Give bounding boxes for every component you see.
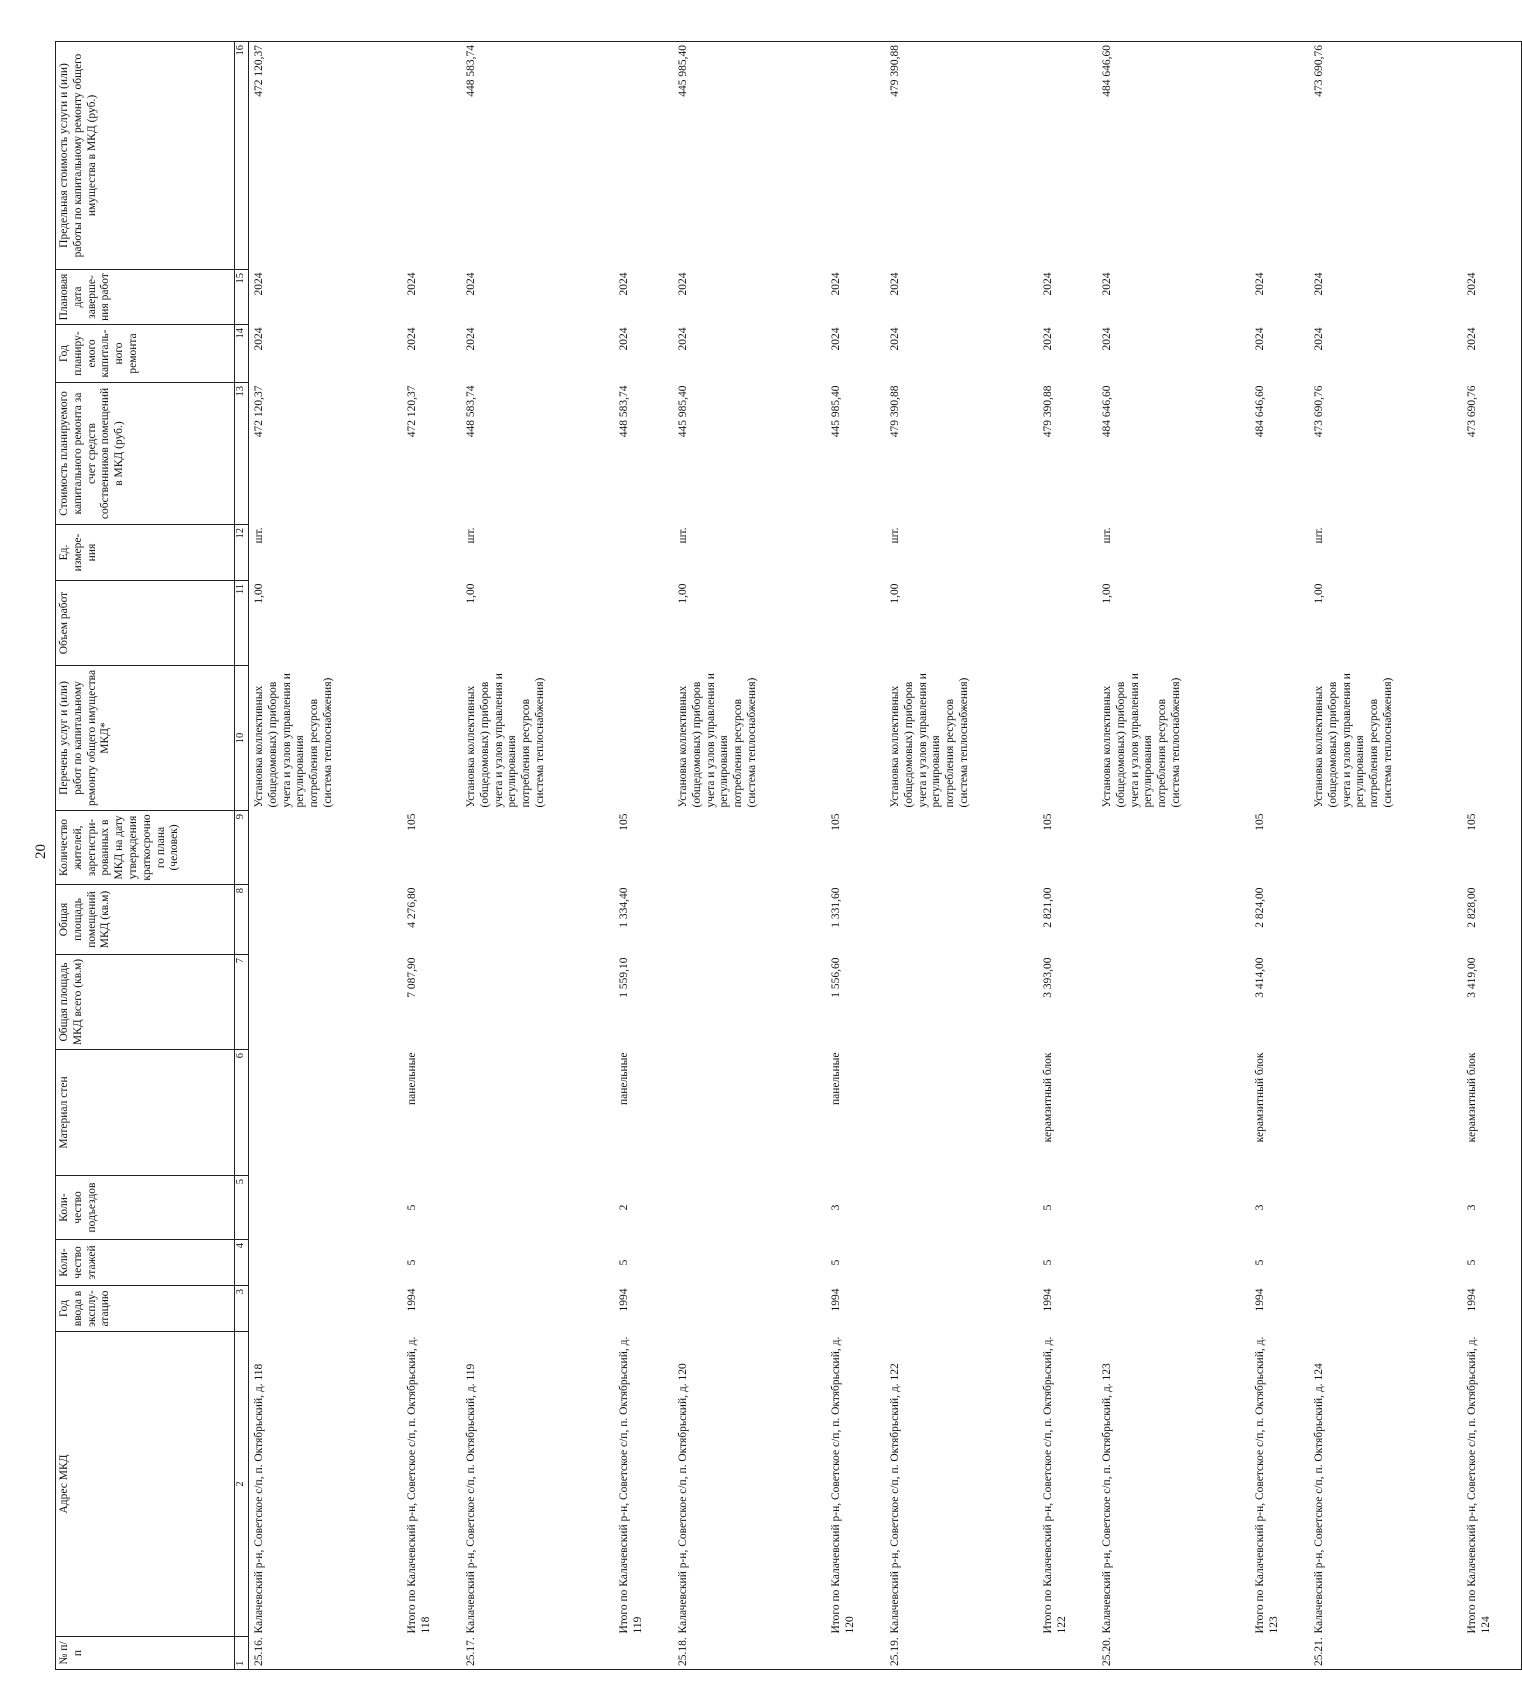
row-number: 25.21.: [1309, 1637, 1463, 1670]
cell: [1463, 42, 1522, 270]
address: Калачевский р-н, Советское с/п, п. Октябрьский, д. 119: [465, 1363, 477, 1634]
area-rooms: 2 824,00: [1254, 887, 1266, 928]
limit-cost: 473 690,76: [1309, 42, 1463, 270]
cell: [249, 1240, 404, 1286]
work-volume: 1,00: [1101, 583, 1113, 604]
work-description: Установка коллективных (общедомовых) приборов учета и узлов управления и регулирования потребления ресурсов (система теплоснабжения): [465, 673, 546, 808]
total-repair-year: 2024: [406, 327, 418, 351]
unit: шт.: [1101, 527, 1113, 544]
address: Калачевский р-н, Советское с/п, п. Октябрьский, д. 122: [889, 1363, 901, 1634]
total-label: Итого по Калачевский р-н, Советское с/п, п. Октябрьский, д. 119: [618, 1336, 644, 1634]
unit: шт.: [465, 527, 477, 544]
column-number-row: [235, 42, 249, 1670]
cell: [885, 1176, 1039, 1240]
column-number: 1: [235, 1637, 249, 1670]
cell: [461, 1176, 615, 1240]
cell: [1251, 581, 1309, 666]
total-repair-year: 2024: [1042, 327, 1054, 351]
residents: 105: [406, 813, 418, 831]
cell: [1463, 581, 1522, 666]
header-cell: Общая площадь помещений МКД (кв.м): [56, 885, 235, 955]
completion-date: 2024: [677, 272, 689, 296]
built-year: 1994: [1463, 1286, 1522, 1332]
cell: [1251, 42, 1309, 270]
repair-year: 2024: [1313, 327, 1325, 351]
table-row: [673, 42, 827, 1670]
cell: [1309, 1286, 1463, 1332]
table-row: [461, 42, 615, 1670]
cell: [1097, 955, 1251, 1050]
area-rooms: 1 331,60: [830, 887, 842, 928]
cell: [615, 525, 673, 581]
header-cell: Стоимость планируемого капитального ремонта за счет средств собственников помещений в МКД (руб.): [56, 383, 235, 525]
limit-cost: 472 120,37: [249, 42, 404, 270]
total-label: Итого по Калачевский р-н, Советское с/п, п. Октябрьский, д. 120: [830, 1336, 856, 1634]
work-description: Установка коллективных (общедомовых) приборов учета и узлов управления и регулирования потребления ресурсов (система теплоснабжения): [677, 673, 758, 808]
floors: 5: [1254, 1259, 1266, 1266]
total-completion-date: 2024: [1463, 270, 1522, 325]
cell: [461, 1286, 615, 1332]
cell: [461, 955, 615, 1050]
limit-cost: 445 985,40: [673, 42, 827, 270]
entrances: 3: [1463, 1176, 1522, 1240]
area-rooms: 1 334,40: [618, 887, 630, 928]
address: Калачевский р-н, Советское с/п, п. Октябрьский, д. 123: [1101, 1363, 1113, 1634]
address: Калачевский р-н, Советское с/п, п. Октябрьский, д. 124: [1313, 1363, 1325, 1634]
limit-cost: 484 646,60: [1097, 42, 1251, 270]
column-number: 11: [235, 581, 249, 666]
column-number: 14: [235, 325, 249, 383]
floors: 5: [1042, 1259, 1054, 1266]
header-cell: Материал стен: [56, 1050, 235, 1176]
total-cost: 473 690,76: [1463, 383, 1522, 525]
total-label: Итого по Калачевский р-н, Советское с/п, п. Октябрьский, д. 123: [1254, 1336, 1280, 1634]
entrances: 5: [1042, 1204, 1054, 1211]
cell: [885, 955, 1039, 1050]
completion-date: 2024: [889, 272, 901, 296]
work-description: Установка коллективных (общедомовых) приборов учета и узлов управления и регулирования потребления ресурсов (система теплоснабжения): [1101, 673, 1182, 808]
header-cell: Перечень услуг и (или) работ по капитальному ремонту общего имущества МКД*: [56, 666, 235, 811]
repair-year: 2024: [677, 327, 689, 351]
cell: [1039, 525, 1097, 581]
row-number: 25.20.: [1097, 1637, 1251, 1670]
address: Калачевский р-н, Советское с/п, п. Октябрьский, д. 120: [677, 1363, 689, 1634]
built-year: 1994: [1254, 1288, 1266, 1312]
row-number: 25.17.: [461, 1637, 615, 1670]
area-total: 3 414,00: [1254, 957, 1266, 998]
cell: [249, 811, 404, 885]
cell: [673, 955, 827, 1050]
cell: [827, 42, 885, 270]
total-cost: 445 985,40: [830, 385, 842, 438]
cell: [1097, 1286, 1251, 1332]
header-cell: № п/п: [56, 1637, 235, 1670]
cell: [885, 1286, 1039, 1332]
entrances: 3: [830, 1204, 842, 1211]
cell: [1097, 1240, 1251, 1286]
repair-year: 2024: [253, 327, 265, 351]
area-total: 3 419,00: [1463, 955, 1522, 1050]
wall-material: керамзитный блок: [1463, 1050, 1522, 1176]
floors: 5: [618, 1259, 630, 1266]
cell: [461, 1050, 615, 1176]
built-year: 1994: [1042, 1288, 1054, 1312]
work-description: Установка коллективных (общедомовых) приборов учета и узлов управления и регулирования потребления ресурсов (система теплоснабжения): [253, 673, 334, 808]
total-label: Итого по Калачевский р-н, Советское с/п, п. Октябрьский, д. 122: [1042, 1336, 1068, 1634]
cell: [673, 1176, 827, 1240]
area-total: 3 393,00: [1042, 957, 1054, 998]
limit-cost: 479 390,88: [885, 42, 1039, 270]
planned-cost: 484 646,60: [1101, 385, 1113, 438]
cell: [1309, 1176, 1463, 1240]
limit-cost: 448 583,74: [461, 42, 615, 270]
table-row: [1097, 42, 1251, 1670]
cell: [1463, 1637, 1522, 1670]
built-year: 1994: [618, 1288, 630, 1312]
repair-year: 2024: [889, 327, 901, 351]
header-cell: Общая площадь МКД всего (кв.м): [56, 955, 235, 1050]
cell: [615, 42, 673, 270]
table-row: [885, 42, 1039, 1670]
row-number: 25.16.: [249, 1637, 404, 1670]
total-repair-year: 2024: [618, 327, 630, 351]
residents: 105: [830, 813, 842, 831]
repair-year: 2024: [465, 327, 477, 351]
cell: [827, 581, 885, 666]
residents: 105: [1463, 811, 1522, 885]
header-cell: Плановая дата заверше- ния работ: [56, 270, 235, 325]
total-row: [827, 42, 885, 1670]
column-number: 9: [235, 811, 249, 885]
area-total: 1 559,10: [618, 957, 630, 998]
total-repair-year: 2024: [830, 327, 842, 351]
column-number: 7: [235, 955, 249, 1050]
cell: [1309, 1050, 1463, 1176]
column-number: 15: [235, 270, 249, 325]
cell: [1309, 811, 1463, 885]
work-volume: 1,00: [465, 583, 477, 604]
floors: 5: [406, 1259, 418, 1266]
total-row: [1463, 42, 1522, 1670]
column-number: 16: [235, 42, 249, 270]
wall-material: панельные: [406, 1052, 418, 1105]
cell: [249, 955, 404, 1050]
header-cell: Предельная стоимость услуги и (или) работы по капитальному ремонту общего имущества в МКД (руб.): [56, 42, 235, 270]
cell: [403, 525, 461, 581]
header-cell: Объем работ: [56, 581, 235, 666]
total-cost: 448 583,74: [618, 385, 630, 438]
built-year: 1994: [830, 1288, 842, 1312]
planned-cost: 445 985,40: [677, 385, 689, 438]
cell: [1251, 1637, 1309, 1670]
cell: [1097, 885, 1251, 955]
work-description: Установка коллективных (общедомовых) приборов учета и узлов управления и регулирования потребления ресурсов (система теплоснабжения): [1313, 673, 1394, 808]
column-number: 4: [235, 1240, 249, 1286]
cell: [615, 666, 673, 811]
total-completion-date: 2024: [1254, 272, 1266, 296]
header-cell: Коли- чество подъездов: [56, 1176, 235, 1240]
built-year: 1994: [406, 1288, 418, 1312]
wall-material: панельные: [618, 1052, 630, 1105]
entrances: 2: [618, 1204, 630, 1211]
cell: [249, 885, 404, 955]
cell: [403, 42, 461, 270]
residents: 105: [618, 813, 630, 831]
residents: 105: [1042, 813, 1054, 831]
cell: [1309, 1240, 1463, 1286]
cell: [249, 1176, 404, 1240]
cell: [1463, 525, 1522, 581]
total-completion-date: 2024: [1042, 272, 1054, 296]
area-rooms: 2 828,00: [1463, 885, 1522, 955]
cell: [1039, 581, 1097, 666]
unit: шт.: [253, 527, 265, 544]
column-number: 5: [235, 1176, 249, 1240]
total-completion-date: 2024: [618, 272, 630, 296]
cell: [1039, 42, 1097, 270]
rotated-page: [55, 42, 1492, 1670]
column-number: 13: [235, 383, 249, 525]
cell: [1309, 885, 1463, 955]
total-cost: 479 390,88: [1042, 385, 1054, 438]
total-repair-year: 2024: [1463, 325, 1522, 383]
table-row: [1309, 42, 1463, 1670]
header-cell: Коли- чество этажей: [56, 1240, 235, 1286]
repair-year: 2024: [1101, 327, 1113, 351]
cell: [249, 1050, 404, 1176]
cell: [1039, 1637, 1097, 1670]
cell: [1097, 1050, 1251, 1176]
cell: [673, 1286, 827, 1332]
cell: [461, 811, 615, 885]
cell: [1251, 666, 1309, 811]
work-volume: 1,00: [1313, 583, 1325, 604]
cell: [885, 885, 1039, 955]
cell: [615, 581, 673, 666]
row-number: 25.18.: [673, 1637, 827, 1670]
floors: 5: [1463, 1240, 1522, 1286]
total-completion-date: 2024: [830, 272, 842, 296]
cell: [1039, 666, 1097, 811]
total-cost: 472 120,37: [406, 385, 418, 438]
unit: шт.: [1313, 527, 1325, 544]
cell: [885, 1240, 1039, 1286]
planned-cost: 448 583,74: [465, 385, 477, 438]
work-description: Установка коллективных (общедомовых) приборов учета и узлов управления и регулирования потребления ресурсов (система теплоснабжения): [889, 673, 970, 808]
cell: [1097, 1176, 1251, 1240]
total-label: Итого по Калачевский р-н, Советское с/п, п. Октябрьский, д. 124: [1463, 1332, 1522, 1637]
header-cell: Год планиру- емого капиталь- ного ремонта: [56, 325, 235, 383]
cell: [885, 811, 1039, 885]
work-volume: 1,00: [889, 583, 901, 604]
total-row: [1039, 42, 1097, 1670]
cell: [461, 885, 615, 955]
header-cell: Количество жителей, зарегистри- рованных в МКД на дату утверждения краткосрочно го плана (человек): [56, 811, 235, 885]
cell: [673, 811, 827, 885]
row-number: 25.19.: [885, 1637, 1039, 1670]
table-row: [249, 42, 404, 1670]
header-cell: Ед. измере- ния: [56, 525, 235, 581]
column-number: 3: [235, 1286, 249, 1332]
page-number: 20: [33, 844, 49, 859]
entrances: 5: [406, 1204, 418, 1211]
header-cell: Адрес МКД: [56, 1332, 235, 1637]
wall-material: керамзитный блок: [1254, 1052, 1266, 1143]
column-number: 2: [235, 1332, 249, 1637]
header-row: [56, 42, 235, 1670]
area-rooms: 2 821,00: [1042, 887, 1054, 928]
area-total: 1 556,60: [830, 957, 842, 998]
cell: [1309, 955, 1463, 1050]
residents: 105: [1254, 813, 1266, 831]
work-volume: 1,00: [677, 583, 689, 604]
unit: шт.: [677, 527, 689, 544]
area-rooms: 4 276,80: [406, 887, 418, 928]
entrances: 3: [1254, 1204, 1266, 1211]
cell: [885, 1050, 1039, 1176]
cell: [673, 1050, 827, 1176]
completion-date: 2024: [253, 272, 265, 296]
cell: [827, 525, 885, 581]
address: Калачевский р-н, Советское с/п, п. Октябрьский, д. 118: [253, 1363, 265, 1634]
total-label: Итого по Калачевский р-н, Советское с/п, п. Октябрьский, д. 118: [406, 1336, 432, 1634]
cell: [1463, 666, 1522, 811]
total-cost: 484 646,60: [1254, 385, 1266, 438]
cell: [1097, 811, 1251, 885]
total-completion-date: 2024: [406, 272, 418, 296]
floors: 5: [830, 1259, 842, 1266]
cell: [827, 1637, 885, 1670]
planned-cost: 473 690,76: [1313, 385, 1325, 438]
wall-material: панельные: [830, 1052, 842, 1105]
cell: [673, 1240, 827, 1286]
cell: [403, 666, 461, 811]
total-row: [615, 42, 673, 1670]
total-row: [1251, 42, 1309, 1670]
capital-repair-table: [55, 41, 1522, 1670]
completion-date: 2024: [465, 272, 477, 296]
planned-cost: 472 120,37: [253, 385, 265, 438]
cell: [461, 1240, 615, 1286]
column-number: 10: [235, 666, 249, 811]
header-cell: Год ввода в эксплу- атацию: [56, 1286, 235, 1332]
planned-cost: 479 390,88: [889, 385, 901, 438]
cell: [403, 581, 461, 666]
cell: [615, 1637, 673, 1670]
total-row: [403, 42, 461, 1670]
cell: [827, 666, 885, 811]
completion-date: 2024: [1101, 272, 1113, 296]
cell: [403, 1637, 461, 1670]
total-repair-year: 2024: [1254, 327, 1266, 351]
work-volume: 1,00: [253, 583, 265, 604]
column-number: 8: [235, 885, 249, 955]
cell: [249, 1286, 404, 1332]
unit: шт.: [889, 527, 901, 544]
cell: [1251, 525, 1309, 581]
table-body: [249, 42, 1522, 1670]
completion-date: 2024: [1313, 272, 1325, 296]
area-total: 7 087,90: [406, 957, 418, 998]
wall-material: керамзитный блок: [1042, 1052, 1054, 1143]
column-number: 6: [235, 1050, 249, 1176]
cell: [673, 885, 827, 955]
column-number: 12: [235, 525, 249, 581]
